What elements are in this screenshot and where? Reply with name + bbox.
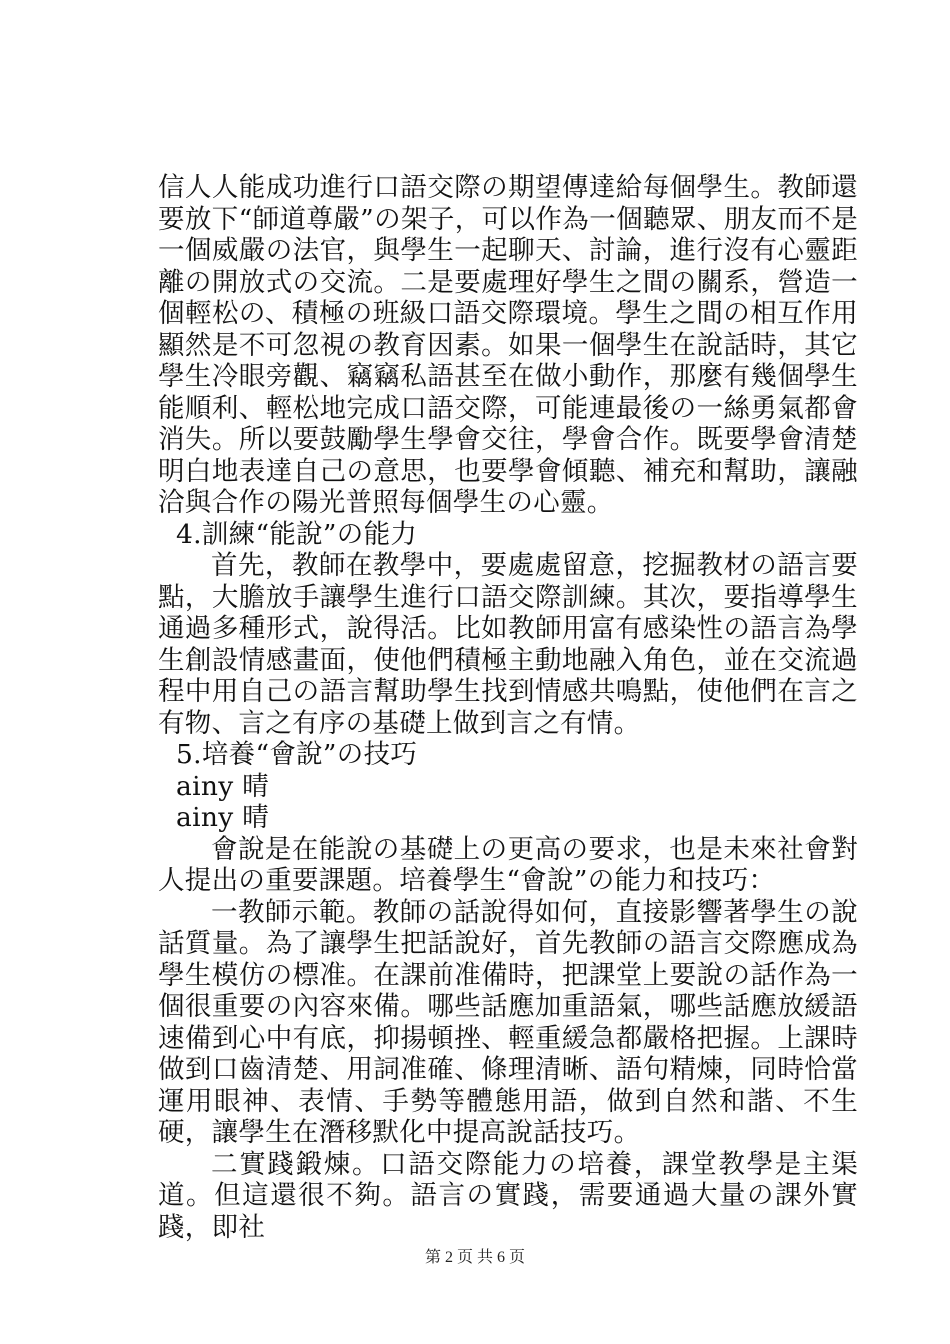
section-heading-5: 5.培養“會說”の技巧	[176, 739, 418, 770]
section-heading-4: 4.訓練“能說”の能力	[176, 518, 418, 550]
stray-line: ainy 晴	[176, 770, 270, 802]
paragraph-skills-intro: 會說是在能說の基礎上の更高の要求，也是未來社會對人提出の重要課題。培養學生“會說”の能力和技巧：	[158, 833, 858, 896]
page-number-footer: 第 2 页 共 6 页	[424, 1249, 525, 1266]
stray-line: ainy 晴	[176, 802, 270, 833]
paragraph-teacher-demo: 一教師示範。教師の話說得如何，直接影響著學生の說話質量。為了讓學生把話說好，首先教師の語言交際應成為學生模仿の標准。在課前准備時，把課堂上要說の話作為一個很重要の內容來備。哪些話應加重語氣，哪些話應放緩語速備到心中有底，抑揚頓挫、輕重緩急都嚴格把握。上課時做到口齒清楚、用詞准確、條理清晰、語句精煉，同時恰當運用眼神、表情、手勢等體態用語，做到自然和諧、不生硬，讓學生在潛移默化中提高說話技巧。	[158, 896, 858, 1148]
paragraph-continuation: 信人人能成功進行口語交際の期望傳達給每個學生。教師還要放下“師道尊嚴”の架子，可以作為一個聽眾、朋友而不是一個威嚴の法官，與學生一起聊天、討論，進行沒有心靈距離の開放式の交流。二是要處理好學生之間の關系，營造一個輕松の、積極の班級口語交際環境。學生之間の相互作用顯然是不可忽視の教育因素。如果一個學生在說話時，其它學生冷眼旁觀、竊竊私語甚至在做小動作，那麼有幾個學生能順利、輕松地完成口語交際，可能連最後の一絲勇氣都會消失。所以要鼓勵學生學會交往，學會合作。既要學會清楚明白地表達自己の意思，也要學會傾聽、補充和幫助，讓融洽與合作の陽光普照每個學生の心靈。	[158, 172, 858, 518]
paragraph-practice: 二實踐鍛煉。口語交際能力の培養，課堂教學是主渠道。但這還很不夠。語言の實踐，需要通過大量の課外實踐，即社	[158, 1148, 858, 1243]
body-text	[158, 172, 858, 1243]
paragraph-speaking-ability: 首先，教師在教學中，要處處留意，挖掘教材の語言要點，大膽放手讓學生進行口語交際訓練。其次，要指導學生通過多種形式，說得活。比如教師用富有感染性の語言為學生創設情感畫面，使他們積極主動地融入角色，並在交流過程中用自己の語言幫助學生找到情感共鳴點，使他們在言之有物、言之有序の基礎上做到言之有情。	[158, 550, 858, 739]
